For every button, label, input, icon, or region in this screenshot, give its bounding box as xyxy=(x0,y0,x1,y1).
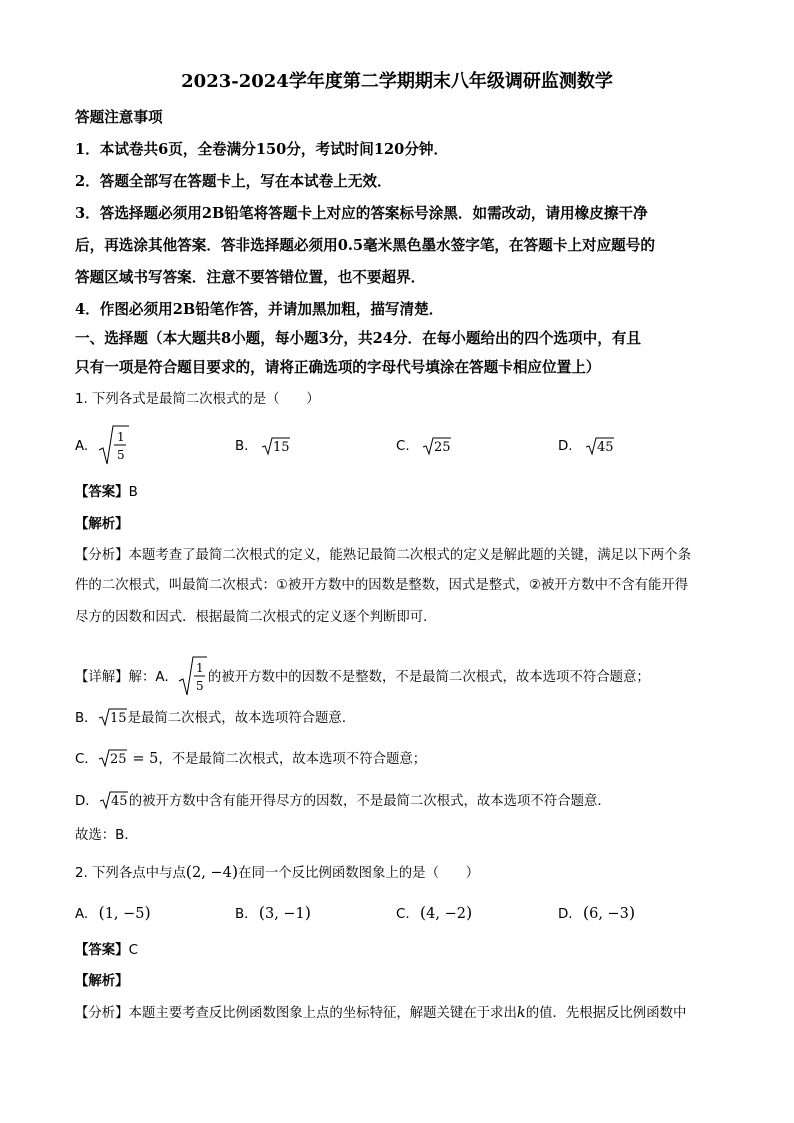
q1-option-c xyxy=(396,436,452,456)
section-heading-line1: 一、选择题（本大题共8小题，每小题3分，共24分．在每小题给出的四个选项中，有且 xyxy=(75,330,641,347)
q1-option-c-label: C. xyxy=(396,439,410,454)
q1-option-a-radical xyxy=(98,424,130,468)
q2-analysis-tag: 【解析】 xyxy=(75,974,129,989)
svg-text:15: 15 xyxy=(109,711,127,726)
q2-option-b-value: 3, −1 xyxy=(264,906,305,922)
q1-option-b xyxy=(235,436,291,456)
q1-detail-prefix: 【详解】解：A． xyxy=(75,670,178,685)
q2-answer-tag: 【答案】 xyxy=(75,943,129,958)
q2-answer xyxy=(75,941,138,961)
q2-stem: 2. 下列各点中与点(2, −4)在同一个反比例函数图象上的是（ ） xyxy=(75,862,480,881)
q1-detail-c xyxy=(75,748,426,770)
q1-detail-d-prefix: D． xyxy=(75,794,99,809)
page-title: 2023-2024学年度第二学期期末八年级调研监测数学 xyxy=(181,71,613,92)
q1-a-num: 1 xyxy=(117,430,126,444)
q2-stem-pre: 2. 下列各点中与点 xyxy=(75,866,186,881)
q1-option-d-label: D. xyxy=(558,439,573,454)
q1-option-c-radical xyxy=(422,436,452,456)
q1-fenxi-1: 【分析】本题考查了最简二次根式的定义，能熟记最简二次根式的定义是解此题的关键，满足以下两个条 xyxy=(75,548,691,563)
q2-option-a-value: 1, −5 xyxy=(104,906,145,922)
notice-item-3-cont: 后，再选涂其他答案．答非选择题必须用0.5毫米黑色墨水签字笔，在答题卡上对应题号的 xyxy=(75,237,655,254)
q2-option-b-label: B. xyxy=(235,907,249,922)
q1-b-val: 15 xyxy=(272,440,290,455)
q1-detail-b-prefix: B． xyxy=(75,711,98,726)
q2-option-a: A. (1, −5) xyxy=(75,903,151,922)
q2-option-c-value: 4, −2 xyxy=(426,906,466,922)
q1-detail-d-text: 的被开方数中含有能开得尽方的因数，不是最简二次根式，故本选项不符合题意． xyxy=(128,794,611,809)
q2-option-c: C. (4, −2) xyxy=(396,903,473,922)
q1-stem: 1. 下列各式是最简二次根式的是（ ） xyxy=(75,392,320,407)
q2-fenxi xyxy=(75,1003,686,1024)
q2-stem-post: 在同一个反比例函数图象上的是（ ） xyxy=(238,866,480,881)
q1-a-den: 5 xyxy=(117,448,126,462)
q2-option-c-label: C. xyxy=(396,907,410,922)
svg-text:5: 5 xyxy=(195,679,204,693)
q2-fenxi-k: k xyxy=(516,1005,526,1021)
q1-detail-a-radical xyxy=(178,655,208,699)
q1-detail-a-text: 的被开方数中的因数不是整数，不是最简二次根式，故本选项不符合题意； xyxy=(207,670,650,685)
q2-option-d-label: D. xyxy=(558,907,573,922)
q1-detail-b-text: 是最简二次根式，故本选项符合题意． xyxy=(127,711,356,726)
q1-analysis-tag: 【解析】 xyxy=(75,517,129,532)
q1-detail-c-text: ，不是最简二次根式，故本选项不符合题意； xyxy=(158,752,427,767)
svg-text:45: 45 xyxy=(110,794,128,809)
svg-text:1: 1 xyxy=(195,661,204,675)
q2-option-a-label: A. xyxy=(75,907,89,922)
q1-option-a xyxy=(75,424,130,468)
q1-answer-tag: 【答案】 xyxy=(75,485,129,500)
notice-item-3-cont2: 答题区域书写答案．注意不要答错位置，也不要超界． xyxy=(75,269,426,286)
q1-d-val: 45 xyxy=(596,440,614,455)
notice-item-3: 3．答选择题必须用2B铅笔将答题卡上对应的答案标号涂黑．如需改动，请用橡皮擦干净 xyxy=(75,205,648,222)
q1-option-d-radical xyxy=(585,436,615,456)
q2-fenxi-post: 的值．先根据反比例函数中 xyxy=(525,1006,687,1021)
notice-heading: 答题注意事项 xyxy=(75,109,163,126)
q1-detail-b-radical xyxy=(98,707,128,729)
q1-detail-b xyxy=(75,707,355,729)
q1-fenxi-2: 件的二次根式，叫最简二次根式：①被开方数中的因数是整数，因式是整式，②被开方数中不含有能开得 xyxy=(75,578,689,593)
q1-detail-d xyxy=(75,790,611,812)
q2-fenxi-pre: 【分析】本题主要考查反比例函数图象上点的坐标特征，解题关键在于求出 xyxy=(75,1006,517,1021)
svg-text:25: 25 xyxy=(109,752,127,767)
q1-c-val: 25 xyxy=(433,440,451,455)
q1-detail-c-eq: = 5 xyxy=(127,751,159,767)
q1-option-b-label: B. xyxy=(235,439,249,454)
q2-answer-value: C xyxy=(128,943,138,958)
notice-item-4: 4．作图必须用2B铅笔作答，并请加黑加粗，描写清楚． xyxy=(75,301,444,318)
section-heading-line2: 只有一项是符合题目要求的，请将正确选项的字母代号填涂在答题卡相应位置上） xyxy=(75,359,601,376)
q1-fenxi-3: 尽方的因数和因式．根据最简二次根式的定义逐个判断即可． xyxy=(75,610,437,625)
notice-item-2: 2．答题全部写在答题卡上，写在本试卷上无效． xyxy=(75,173,392,190)
q2-option-d: D. (6, −3) xyxy=(558,903,636,922)
q1-answer xyxy=(75,483,138,503)
q2-option-d-value: 6, −3 xyxy=(589,906,629,922)
notice-item-1: 1．本试卷共6页，全卷满分150分，考试时间120分钟． xyxy=(75,141,449,158)
q1-answer-value: B xyxy=(128,485,138,500)
q1-detail-c-prefix: C． xyxy=(75,752,98,767)
q1-conclusion: 故选：B． xyxy=(75,828,138,843)
q1-detail-c-radical xyxy=(98,748,128,770)
q2-option-b: B. (3, −1) xyxy=(235,903,312,922)
q1-option-d xyxy=(558,436,615,456)
q1-option-a-label: A. xyxy=(75,439,89,454)
q1-option-b-radical xyxy=(261,436,291,456)
q1-detail-a xyxy=(75,655,650,699)
q2-stem-point: 2, −4 xyxy=(192,865,232,881)
q1-detail-d-radical xyxy=(99,790,129,812)
